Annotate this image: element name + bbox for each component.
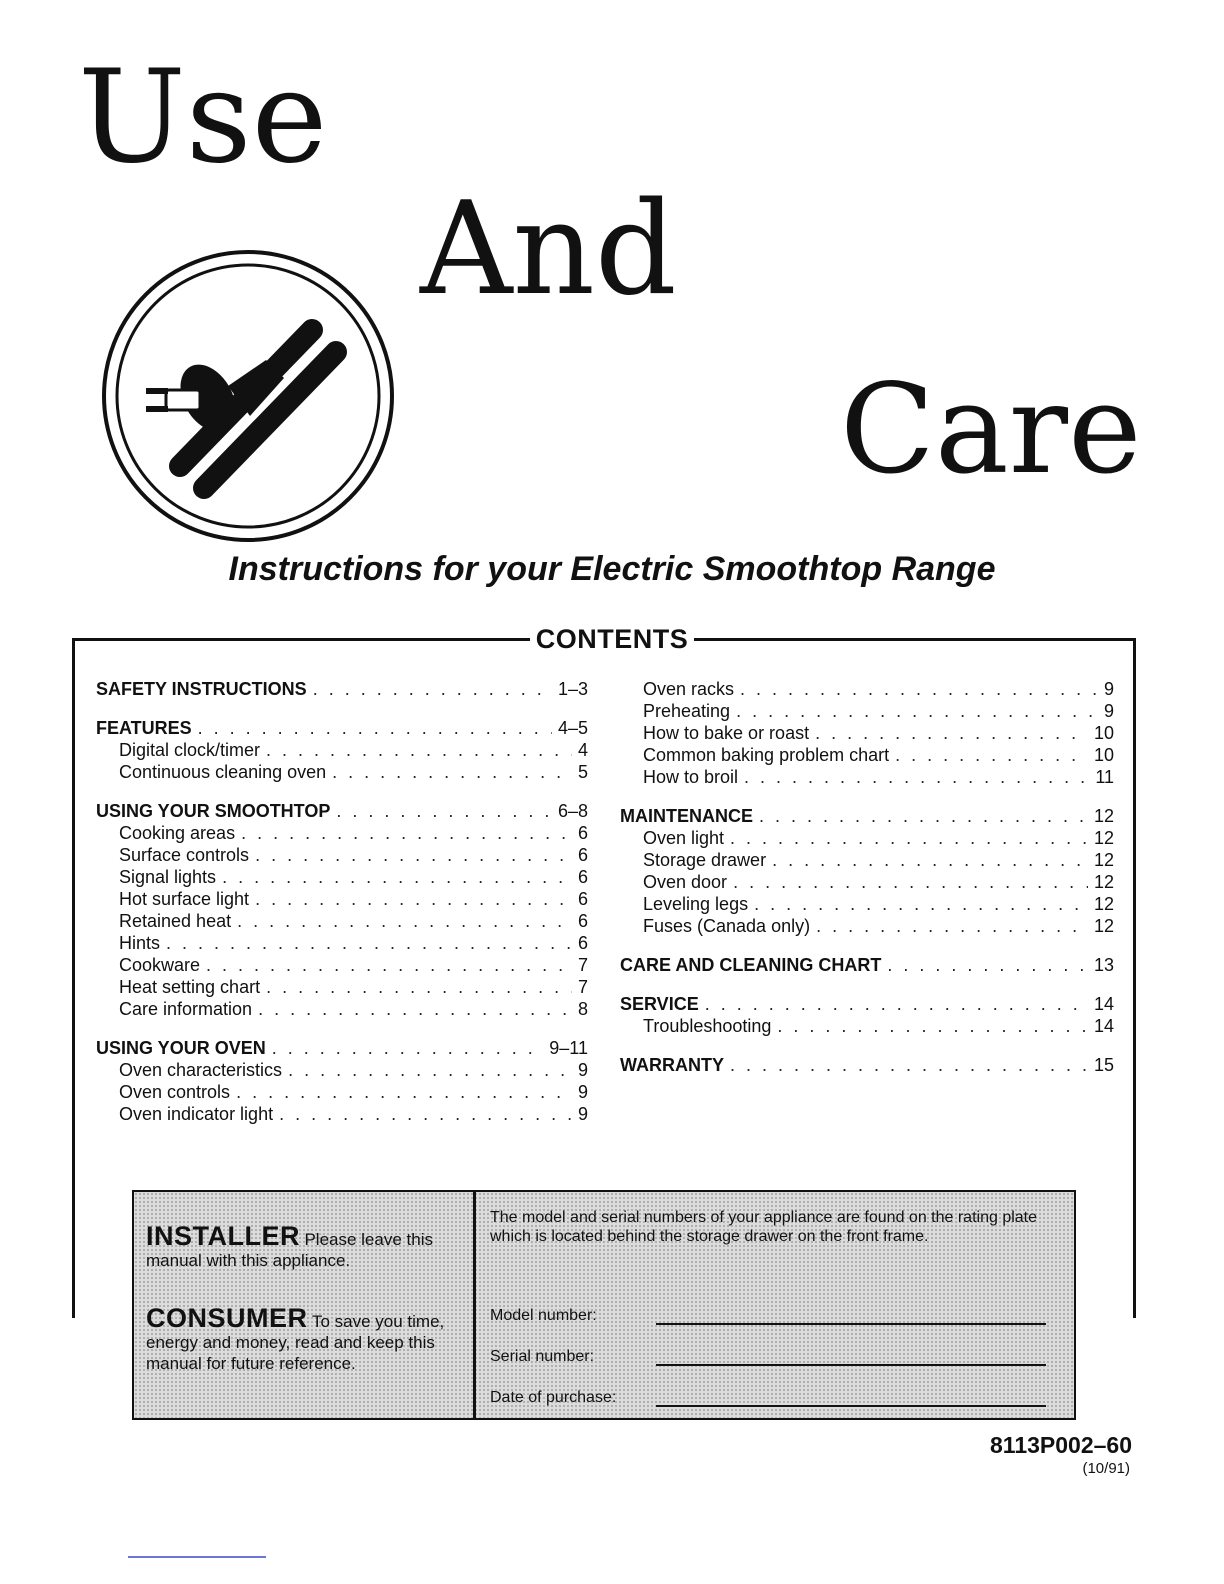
toc-page-number: 13 <box>1093 955 1114 975</box>
toc-page-number: 14 <box>1093 994 1114 1014</box>
toc-label: Troubleshooting <box>643 1016 772 1036</box>
toc-entry-row <box>96 954 588 976</box>
toc-label: Heat setting chart <box>119 977 261 997</box>
toc-page-number: 9 <box>577 1082 588 1102</box>
toc-right-column <box>620 678 1114 1093</box>
toc-entry-row <box>96 1081 588 1103</box>
serial-number-field[interactable] <box>656 1350 1046 1366</box>
toc-page-number: 6 <box>577 823 588 843</box>
notice-panel <box>134 1192 476 1418</box>
toc-leader-dots <box>241 822 572 844</box>
toc-leader-dots <box>266 976 572 998</box>
toc-leader-dots <box>255 844 572 866</box>
toc-entry-row <box>620 915 1114 937</box>
toc-entry-row <box>96 932 588 954</box>
toc-section-row <box>96 678 588 700</box>
toc-entry-row <box>96 844 588 866</box>
consumer-notice <box>146 1303 463 1375</box>
toc-label: Oven indicator light <box>119 1104 274 1124</box>
toc-entry-row <box>96 866 588 888</box>
toc-leader-dots <box>166 932 572 954</box>
toc-label: Fuses (Canada only) <box>643 916 811 936</box>
toc-leader-dots <box>772 849 1088 871</box>
toc-entry-row <box>620 678 1114 700</box>
toc-section <box>96 800 588 1020</box>
toc-entry-row <box>96 998 588 1020</box>
toc-left-column <box>96 678 588 1142</box>
contents-heading: CONTENTS <box>530 624 695 654</box>
toc-page-number: 12 <box>1093 806 1114 826</box>
toc-label: CARE AND CLEANING CHART <box>620 955 882 975</box>
title-word-and: And <box>420 175 677 324</box>
toc-label: SERVICE <box>620 994 699 1014</box>
toc-page-number: 9 <box>577 1104 588 1124</box>
toc-entry-row <box>620 827 1114 849</box>
toc-entry-row <box>96 976 588 998</box>
date-of-purchase-label: Date of purchase: <box>490 1389 617 1406</box>
toc-leader-dots <box>777 1015 1088 1037</box>
toc-entry-row <box>620 1015 1114 1037</box>
toc-leader-dots <box>895 744 1088 766</box>
toc-page-number: 7 <box>577 977 588 997</box>
toc-leader-dots <box>255 888 572 910</box>
date-of-purchase-row <box>490 1386 1060 1407</box>
toc-label: Hot surface light <box>119 889 250 909</box>
toc-section-row <box>96 717 588 739</box>
toc-section <box>620 954 1114 976</box>
toc-leader-dots <box>816 915 1088 937</box>
toc-label: Cookware <box>119 955 201 975</box>
toc-page-number: 12 <box>1093 850 1114 870</box>
toc-page-number: 12 <box>1093 872 1114 892</box>
toc-leader-dots <box>733 871 1088 893</box>
toc-leader-dots <box>730 1054 1088 1076</box>
toc-label: Oven characteristics <box>119 1060 283 1080</box>
toc-leader-dots <box>237 910 572 932</box>
toc-leader-dots <box>736 700 1098 722</box>
divider <box>128 1556 266 1558</box>
consumer-text: To save you time, energy and money, read and keep this manual for future reference. <box>146 1312 445 1373</box>
toc-entry-row <box>620 744 1114 766</box>
toc-leader-dots <box>236 1081 572 1103</box>
toc-section-row <box>620 1054 1114 1076</box>
toc-label: Leveling legs <box>643 894 749 914</box>
toc-label: Oven light <box>643 828 725 848</box>
rating-plate-note: The model and serial numbers of your appliance are found on the rating plate which is located behind the storage drawer on the front frame. <box>490 1209 1038 1245</box>
toc-label: How to broil <box>643 767 739 787</box>
toc-leader-dots <box>288 1059 572 1081</box>
toc-page-number: 9 <box>577 1060 588 1080</box>
model-number-row <box>490 1304 1060 1325</box>
toc-entry-row <box>620 849 1114 871</box>
toc-label: SAFETY INSTRUCTIONS <box>96 679 307 699</box>
plug-and-surface-element-icon <box>100 248 396 544</box>
toc-page-number: 9 <box>1103 679 1114 699</box>
toc-section-row <box>620 805 1114 827</box>
title-word-use: Use <box>78 43 328 192</box>
toc-leader-dots <box>258 998 572 1020</box>
toc-entry-row <box>96 822 588 844</box>
toc-page-number: 6 <box>577 889 588 909</box>
toc-page-number: 6 <box>577 911 588 931</box>
toc-page-number: 4 <box>577 740 588 760</box>
toc-section <box>620 1054 1114 1076</box>
toc-entry-row <box>96 739 588 761</box>
toc-leader-dots <box>222 866 572 888</box>
toc-leader-dots <box>815 722 1088 744</box>
toc-page-number: 5 <box>577 762 588 782</box>
toc-entry-row <box>96 761 588 783</box>
toc-entry-row <box>620 871 1114 893</box>
toc-label: How to bake or roast <box>643 723 810 743</box>
serial-number-row <box>490 1345 1060 1366</box>
toc-entry-row <box>96 1059 588 1081</box>
toc-section-row <box>96 1037 588 1059</box>
toc-page-number: 11 <box>1095 767 1114 787</box>
toc-leader-dots <box>740 678 1098 700</box>
toc-page-number: 6 <box>577 867 588 887</box>
toc-leader-dots <box>279 1103 572 1125</box>
toc-label: Storage drawer <box>643 850 767 870</box>
toc-label: Surface controls <box>119 845 250 865</box>
toc-label: Oven door <box>643 872 728 892</box>
toc-page-number: 10 <box>1093 745 1114 765</box>
installer-text: Please leave this manual with this appliance. <box>146 1230 433 1270</box>
toc-page-number: 9–11 <box>549 1038 588 1058</box>
toc-label: Preheating <box>643 701 731 721</box>
toc-entry-row <box>96 888 588 910</box>
toc-label: Oven racks <box>643 679 735 699</box>
toc-page-number: 14 <box>1093 1016 1114 1036</box>
toc-leader-dots <box>730 827 1088 849</box>
installer-notice <box>146 1221 463 1272</box>
toc-section <box>96 678 588 700</box>
toc-label: FEATURES <box>96 718 192 738</box>
date-of-purchase-field[interactable] <box>656 1391 1046 1407</box>
toc-page-number: 12 <box>1093 894 1114 914</box>
toc-leader-dots <box>744 766 1089 788</box>
toc-section <box>96 1037 588 1125</box>
toc-entry-row <box>620 893 1114 915</box>
model-number-label: Model number: <box>490 1307 597 1324</box>
toc-section-row <box>620 954 1114 976</box>
document-date: (10/91) <box>1082 1460 1130 1477</box>
toc-page-number: 8 <box>577 999 588 1019</box>
consumer-label: CONSUMER <box>146 1303 308 1333</box>
toc-label: Cooking areas <box>119 823 236 843</box>
record-panel <box>476 1192 1074 1418</box>
toc-label: Signal lights <box>119 867 217 887</box>
toc-leader-dots <box>887 954 1088 976</box>
toc-page-number: 9 <box>1103 701 1114 721</box>
toc-page-number: 7 <box>577 955 588 975</box>
toc-entry-row <box>620 722 1114 744</box>
serial-number-label: Serial number: <box>490 1348 595 1365</box>
toc-section <box>620 993 1114 1037</box>
toc-entry-row <box>620 766 1114 788</box>
toc-entry-row <box>96 910 588 932</box>
toc-leader-dots <box>198 717 552 739</box>
toc-page-number: 4–5 <box>557 718 588 738</box>
toc-leader-dots <box>705 993 1088 1015</box>
toc-label: USING YOUR SMOOTHTOP <box>96 801 331 821</box>
toc-leader-dots <box>272 1037 544 1059</box>
toc-section <box>96 717 588 783</box>
toc-label: WARRANTY <box>620 1055 724 1075</box>
toc-entry-row <box>96 1103 588 1125</box>
toc-label: Common baking problem chart <box>643 745 890 765</box>
installer-label: INSTALLER <box>146 1221 300 1251</box>
model-number-field[interactable] <box>656 1309 1046 1325</box>
info-box <box>132 1190 1076 1420</box>
toc-page-number: 1–3 <box>557 679 588 699</box>
toc-label: Care information <box>119 999 253 1019</box>
toc-page-number: 12 <box>1093 916 1114 936</box>
toc-leader-dots <box>336 800 552 822</box>
toc-page-number: 6 <box>577 933 588 953</box>
toc-leader-dots <box>759 805 1088 827</box>
toc-label: MAINTENANCE <box>620 806 753 826</box>
toc-page-number: 6 <box>577 845 588 865</box>
document-number: 8113P002–60 <box>990 1432 1132 1458</box>
toc-label: Digital clock/timer <box>119 740 261 760</box>
toc-leader-dots <box>754 893 1088 915</box>
toc-leader-dots <box>332 761 572 783</box>
toc-label: Retained heat <box>119 911 232 931</box>
toc-leader-dots <box>313 678 552 700</box>
title-word-care: Care <box>840 358 1142 502</box>
subtitle: Instructions for your Electric Smoothtop Range <box>228 550 996 588</box>
toc-page-number: 10 <box>1093 723 1114 743</box>
toc-section <box>620 805 1114 937</box>
toc-page-number: 6–8 <box>557 801 588 821</box>
toc-leader-dots <box>266 739 572 761</box>
toc-label: USING YOUR OVEN <box>96 1038 266 1058</box>
toc-section-row <box>620 993 1114 1015</box>
toc-label: Continuous cleaning oven <box>119 762 327 782</box>
toc-entry-row <box>620 700 1114 722</box>
toc-section-continued <box>620 678 1114 788</box>
toc-page-number: 15 <box>1093 1055 1114 1075</box>
toc-leader-dots <box>206 954 572 976</box>
toc-page-number: 12 <box>1093 828 1114 848</box>
toc-label: Oven controls <box>119 1082 231 1102</box>
toc-label: Hints <box>119 933 161 953</box>
toc-section-row <box>96 800 588 822</box>
